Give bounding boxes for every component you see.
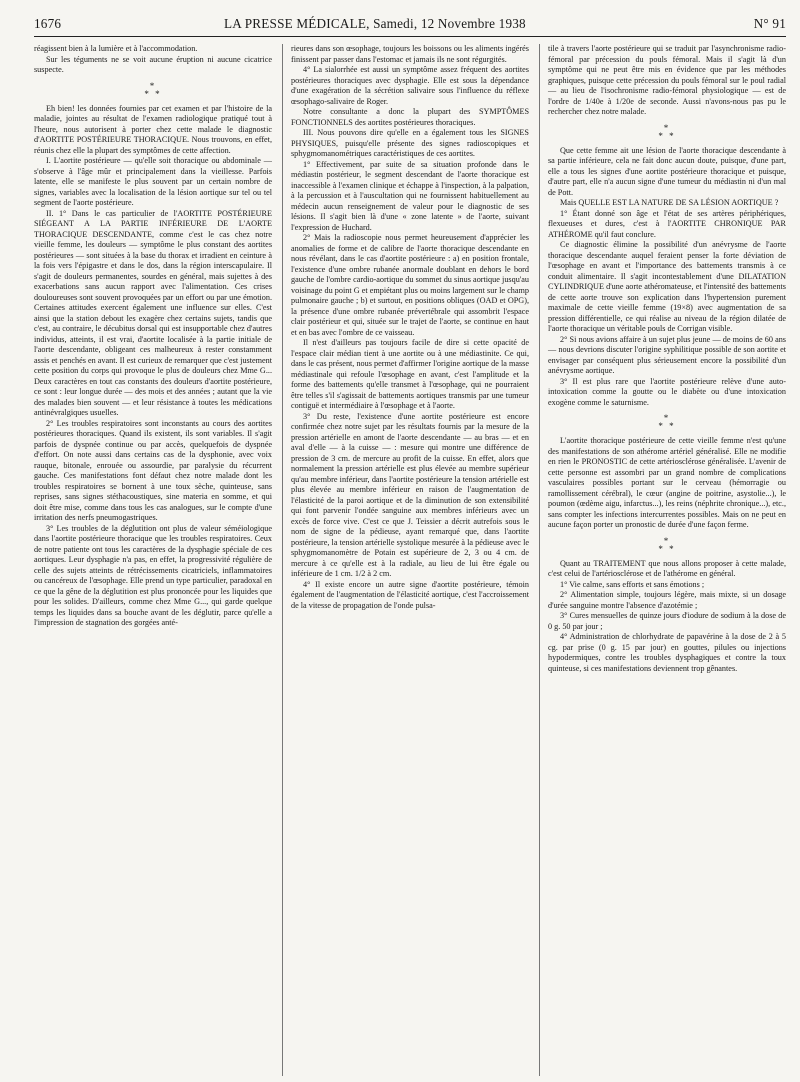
paragraph: Quant au TRAITEMENT que nous allons proposer à cette malade, c'est celui de l'artériosclérose et de l'athérome en général.	[548, 558, 786, 578]
paragraph: réagissent bien à la lumière et à l'accommodation.	[34, 44, 198, 53]
paragraph: rieures dans son œsophage, toujours les boissons ou les aliments ingérés finissent par passer dans l'estomac et jamais ils ne sont régurgités.	[291, 44, 529, 64]
separator-asterisk: *	[663, 122, 671, 133]
section-separator	[548, 124, 786, 140]
separator-asterisk: *	[663, 535, 671, 546]
page-number: 1676	[34, 16, 62, 31]
paragraph: 1° Vie calme, sans efforts et sans émotions ;	[560, 579, 705, 589]
column-2	[282, 44, 529, 1076]
paragraph: II. 1° Dans le cas particulier de l'AORTITE POSTÉRIEURE SIÉGEANT A LA PARTIE INFÉRIEURE DE L'AORTE THORACIQUE DESCENDANTE, comme c'est le cas chez notre vieille femme, les douleurs — symptôme le plus constant des aortites postérieures — sont situées à la base du thorax et irradient en ceinture à la fois vers l'épigastre et dans le dos, dans la région interscapulaire. Il s'agit de douleurs permanentes, sourdes en général, mais sujettes à des exacerbations sans aucun rapport avec l'alimentation. Ces crises douloureuses sont souvent provoquées par un effort ou par une émotion. Certaines attitudes exercent également une influence sur elles. C'est ainsi que la station debout les exagère chez certains sujets, tandis que c'est, au contraire, le décubitus dorsal qui est insupportable chez d'autres individus, atteints, il est vrai, d'aortite localisée à la partie initiale de l'aorte descendante, obligeant ces malheureux à rester constamment assis et penchés en avant. Il est curieux de remarquer que c'est justement cette position du corps qui provoque le plus de douleurs chez Mme G... Deux caractères en tout cas constants des douleurs d'aortite postérieure, ce sont : leur longue durée — des mois et des années ; autant que la vie des malades bien souvent — et leur résistance à toutes les médications antinévralgiques usuelles.	[34, 208, 272, 417]
paragraph: Sur les téguments ne se voit aucune éruption ni aucune cicatrice suspecte.	[34, 54, 272, 74]
paragraph: Ce diagnostic élimine la possibilité d'un anévrysme de l'aorte thoracique descendante auquel feraient penser la forte déviation de l'œsophage en avant et l'importance des battements transmis à ce conduit alimentaire. Il s'agit incontestablement d'une DILATATION CYLINDRIQUE d'une aorte athéromateuse, et l'intensité des battements de cette aorte trouve son explication dans l'hypertension purement maximale de cette vieille femme (19×8) avec augmentation de sa pression différentielle, ce qui réalise au niveau de la région dilatée de l'aorte thoracique un véritable pouls de Corrigan visible.	[548, 240, 786, 333]
paragraph: 4° Il existe encore un autre signe d'aortite postérieure, témoin également de l'augmentation de l'élasticité aortique, c'est l'accroissement de la vitesse de propagation de l'onde pulsa-	[291, 579, 529, 610]
separator-asterisk: *	[663, 413, 671, 423]
section-separator	[548, 537, 786, 553]
paragraph: Il n'est d'ailleurs pas toujours facile de dire si cette opacité de l'espace clair médian tient à une aortite ou à une médiastinite. Ce qui, dans le cas présent, nous permet d'affirmer l'origine aortique de la masse médiastinale qui refoule l'œsophage en avant, c'est l'amplitude et la forme des battements qu'elle transmet à l'œsophage, qui ne pourraient être telles s'il s'agissait de battements aortiques transmis par une tumeur contiguë et intermédiaire à l'œsophage et à l'aorte.	[291, 338, 529, 410]
separator-asterisk: *	[149, 80, 157, 91]
separator-asterisks: * *	[658, 130, 676, 141]
paragraph: 4° La sialorrhée est aussi un symptôme assez fréquent des aortites postérieures thoraciques avec dysphagie. Elle est sous la dépendance d'une exagération de la sécrétion salivaire sous l'influence du réflexe œsophago-salivaire de Roger.	[291, 65, 529, 106]
paragraph: I. L'aortite postérieure — qu'elle soit thoracique ou abdominale — s'observe à l'âge mûr et principalement dans la vieillesse. Parfois latente, elle se manifeste le plus souvent par un certain nombre de signes, variables avec la localisation de la lésion aortique sur tel ou tel segment de l'aorte postérieure.	[34, 156, 272, 207]
separator-asterisks: * *	[658, 421, 676, 431]
separator-asterisks: * *	[144, 88, 162, 99]
separator-asterisks: * *	[658, 543, 676, 554]
paragraph: Mais QUELLE EST LA NATURE DE SA LÉSION AORTIQUE ?	[560, 198, 779, 207]
text-columns	[34, 44, 786, 1076]
paragraph: III. Nous pouvons dire qu'elle en a également tous les SIGNES PHYSIQUES, puisqu'elle présente des signes radioscopiques et sphygmomanométriques caractéristiques de ces aortites.	[291, 128, 529, 158]
paragraph: 2° Si nous avions affaire à un sujet plus jeune — de moins de 60 ans — nous devrions discuter l'origine syphilitique possible de son aortite et envisager par conséquent plus sérieusement encore la possibilité d'un anévrysme aortique.	[548, 334, 786, 375]
paragraph: 4° Administration de chlorhydrate de papavérine à la dose de 2 à 5 cg. par prise (0 g. 15 par jour) en gouttes, pilules ou injections hypodermiques, contre les troubles dysphagiques et contre la toux quinteuse, si ces manifestations deviennent trop gênantes.	[548, 632, 786, 673]
paragraph: L'aortite thoracique postérieure de cette vieille femme n'est qu'une des manifestations de son athérome artériel généralisé. Elle ne modifie en rien le PRONOSTIC de cette artériosclérose généralisée. L'avenir de cette personne est assombri par un grand nombre de complications vasculaires possibles portant sur le cerveau (hémorragie ou ramollissement cérébral), le cœur (angine de poitrine, asystolie...), le poumon (œdème aigu, infarctus...), les reins (néphrite chronique...), etc., sans compter les infections intercurrentes possibles. Mais on ne peut en aucune façon porter un pronostic de durée d'une façon ferme.	[548, 436, 786, 529]
paragraph: tile à travers l'aorte postérieure qui se traduit par l'asynchronisme radio-fémoral par précession du pouls fémoral. Mais il s'agit là d'un symptôme qui ne peut être mis en évidence que par les méthodes graphiques, puisque cette précession du pouls fémoral sur le poul radial — au lieu de l'isochronisme radio-fémoral physiologique — est de l'ordre de 1/40e à 1/20e de seconde. Aussi n'avons-nous pas pu le rechercher chez notre malade.	[548, 44, 786, 116]
paragraph: 3° Les troubles de la déglutition ont plus de valeur séméiologique dans l'aortite postérieure thoracique que les troubles respiratoires. Ceux de notre patiente ont tous les caractères de la dysphagie spéciale de ces aortiques. Leur dysphagie n'a pas, en effet, la progressivité régulière de celle des sujets atteints de rétrécissements cicatriciels, inflammatoires ou cancéreux de l'œsophage. Elle prend un type particulier, paradoxal en ce que la gêne de la déglutition est plus prononcée pour les liquides que pour les solides. D'ailleurs, comme chez Mme G..., qui garde quelque temps les liquides dans sa bouche avant de les déglutir, parce qu'elle a l'impression de stagnation des gorgées anté-	[34, 523, 272, 627]
column-1	[34, 44, 272, 1076]
section-separator	[34, 82, 272, 98]
page-header	[34, 14, 786, 37]
issue-number: N° 91	[753, 16, 786, 31]
paragraph: 3° Il est plus rare que l'aortite postérieure relève d'une auto-intoxication comme la goutte ou le diabète ou d'une intoxication exogène comme le saturnisme.	[548, 376, 786, 407]
paragraph: 2° Mais la radioscopie nous permet heureusement d'apprécier les anomalies de forme et de calibre de l'aorte thoracique descendante en nous révélant, dans le cas d'aortite postérieure : a) en position frontale, l'existence d'une ombre rubanée anormale doublant en dehors le bord gauche de l'ombre cardio-aortique du sommet du sinus aortique jusqu'au voisinage du point G et empiétant plus ou moins largement sur le champ pulmonaire gauche ; b) et surtout, en positions obliques (OAD et OPG), la présence d'une ombre rubanée prévertébrale qui assombrit l'espace clair postérieur et qui, située sur le trajet de l'aorte, se continue en haut et en bas avec l'ombre de ce vaisseau.	[291, 233, 529, 337]
paragraph: Eh bien! les données fournies par cet examen et par l'histoire de la maladie, jointes au résultat de l'examen radiologique pratiqué tout à l'heure, nous autorisent à porter chez cette malade le diagnostic d'AORTITE POSTÉRIEURE THORACIQUE. Nous trouvons, en effet, réunis chez elle la plupart des symptômes de cette affection.	[34, 103, 272, 155]
paragraph: 2° Les troubles respiratoires sont inconstants au cours des aortites postérieures thoraciques. Quand ils existent, ils sont variables. Il s'agit parfois de dyspnée continue ou par accès, quelquefois de dyspnée d'effort. On note aussi dans certains cas de la dysphonie, avec voix rauque, bitonale, enrouée ou assourdie, par paralysie du récurrent gauche. Ces manifestations font défaut chez notre malade dont les troubles respiratoires se bornent à une toux sèche, quinteuse, sans reprises, sans signes stéthacoustiques, sine materia en somme, et qui doit être mise, comme dans tous les cas analogues, sur le compte d'une irritation des nerfs pneumogastriques.	[34, 418, 272, 522]
paragraph: 1° Effectivement, par suite de sa situation profonde dans le médiastin postérieur, le segment descendant de l'aorte thoracique est inaccessible à l'examen clinique et échappe à l'inspection, à la palpation, à la percussion et à l'auscultation qui ne fournissent habituellement au médecin aucun renseignement de valeur pour le diagnostic de ses lésions. Il s'agit bien là d'une « zone latente » de l'aorte, suivant l'expression de Huchard.	[291, 159, 529, 232]
paragraph: 2° Alimentation simple, toujours légère, mais mixte, si un dosage d'urée sanguine montre l'absence d'azotémie ;	[548, 590, 786, 610]
paragraph: Notre consultante a donc la plupart des SYMPTÔMES FONCTIONNELS des aortites postérieures thoraciques.	[291, 107, 529, 127]
section-separator	[548, 414, 786, 430]
journal-title: LA PRESSE MÉDICALE, Samedi, 12 Novembre 1938	[224, 16, 526, 31]
paragraph: 3° Du reste, l'existence d'une aortite postérieure est encore confirmée chez notre sujet par les résultats fournis par la mesure de la pression artérielle en amont de l'aorte descendante — au bras — et en aval d'elle — à la cuisse — : mesure qui montre une différence de pression de 3 cm. de mercure au profit de la cuisse. En effet, alors que normalement la pression artérielle est plus élevée au membre supérieur qu'au membre inférieur, dans l'aortite postérieure la tension artérielle est plus élevée au membre inférieur en raison de l'augmentation de l'élasticité de la paroi aortique et de la diminution de son extensibilité qui font parvenir l'ondée sanguine aux membres inférieurs avec un excès de force vive. C'est ce que J. Teissier a décrit autrefois sous le nom de signe de la pédieuse, ayant remarqué que, dans l'aortite postérieure, la tension artérielle systolique mesurée à la pédieuse avec le sphygmomanomètre de Potain est supérieure de 2, 3 ou 4 cm. de mercure à ce qu'elle est à la radiale, au lieu de lui être égale ou inférieure de 1 cm. 1/2 à 2 cm.	[291, 411, 529, 578]
paragraph: 1° Étant donné son âge et l'état de ses artères périphériques, flexueuses et dures, c'est à l'AORTITE CHRONIQUE PAR ATHÉROME qu'il faut conclure.	[548, 208, 786, 239]
paragraph: 3° Cures mensuelles de quinze jours d'iodure de sodium à la dose de 0 g. 50 par jour ;	[548, 611, 786, 631]
paragraph: Que cette femme ait une lésion de l'aorte thoracique descendante à sa partie inférieure, cela ne fait donc aucun doute, puisque, d'une part, elle a tous les signes d'une aortite postérieure thoracique et puisque, d'autre part, elle n'a aucun signe d'une tumeur du médiastin ni d'un mal de Pott.	[548, 145, 786, 197]
column-3	[539, 44, 786, 1076]
